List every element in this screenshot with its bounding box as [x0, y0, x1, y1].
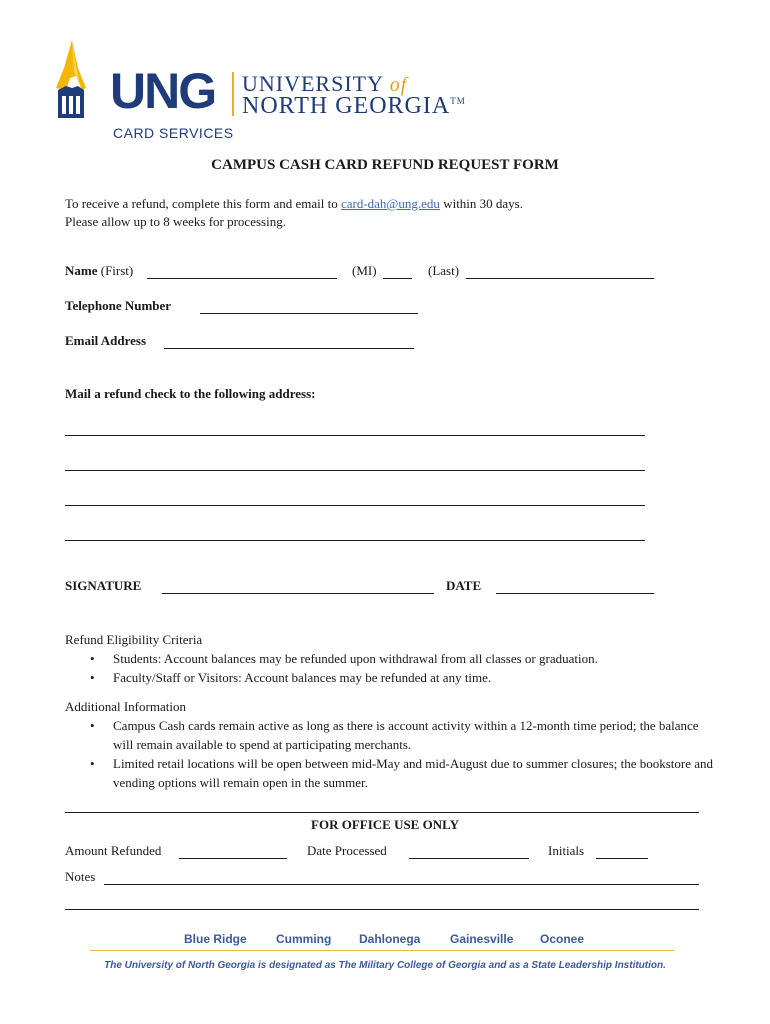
logo-ung: UNG [110, 63, 216, 119]
date-processed-label: Date Processed [307, 843, 387, 858]
additional-item: • Limited retail locations will be open between mid-May and mid-August due to summer closures; the bookstore and vending options will remain open in the summer. [113, 754, 720, 792]
email-label: Email Address [65, 333, 147, 348]
initials-label: Initials [548, 843, 585, 858]
additional-section [65, 697, 720, 792]
last-name-field[interactable] [466, 278, 654, 279]
address-line-1[interactable] [65, 435, 645, 436]
office-divider [65, 812, 699, 813]
logo-card-services: CARD SERVICES [113, 125, 234, 141]
eligibility-item: • Faculty/Staff or Visitors: Account balances may be refunded at any time. [113, 668, 705, 687]
address-line-3[interactable] [65, 505, 645, 506]
date-field[interactable] [496, 593, 654, 594]
phone-field[interactable] [200, 313, 418, 314]
footer-tagline: The University of North Georgia is designated as The Military College of Georgia and as a State Leadership Institution. [104, 960, 666, 971]
last-label: (Last) [428, 263, 460, 278]
logo-divider [232, 72, 234, 116]
signature-label: SIGNATURE [65, 578, 142, 593]
ung-logo-mark [52, 38, 108, 124]
date-processed-field[interactable] [409, 858, 529, 859]
initials-field[interactable] [596, 858, 648, 859]
name-label: Name (First) [65, 263, 134, 278]
form-title: CAMPUS CASH CARD REFUND REQUEST FORM [211, 157, 559, 173]
notes-label: Notes [65, 869, 96, 884]
eligibility-item: • Students: Account balances may be refunded upon withdrawal from all classes or graduation. [113, 649, 705, 668]
additional-item: • Campus Cash cards remain active as long as there is account activity within a 12-month time period; the balance will remain available to spend at participating merchants. [113, 716, 720, 754]
notes-field-line-2[interactable] [65, 909, 699, 910]
email-field[interactable] [164, 348, 414, 349]
signature-field[interactable] [162, 593, 434, 594]
mi-field[interactable] [383, 278, 412, 279]
eligibility-heading: Refund Eligibility Criteria [65, 632, 203, 647]
amount-label: Amount Refunded [65, 843, 162, 858]
campus-oconee: Oconee [540, 932, 585, 946]
amount-field[interactable] [179, 858, 287, 859]
campus-dahlonega: Dahlonega [359, 932, 421, 946]
logo-university: UNIVERSITY of [242, 71, 408, 96]
phone-label: Telephone Number [65, 298, 172, 313]
mi-label: (MI) [352, 263, 377, 278]
eligibility-section [65, 630, 705, 687]
date-label: DATE [446, 578, 482, 593]
office-heading: FOR OFFICE USE ONLY [311, 817, 459, 832]
notes-field[interactable] [104, 884, 699, 885]
email-link[interactable]: card-dah@ung.edu [340, 196, 440, 211]
footer-rule [90, 950, 675, 951]
address-line-2[interactable] [65, 470, 645, 471]
address-line-4[interactable] [65, 540, 645, 541]
logo-north-georgia: NORTH GEORGIA™ [242, 93, 466, 119]
first-name-field[interactable] [147, 278, 337, 279]
mail-label: Mail a refund check to the following address: [65, 386, 316, 401]
campus-blue-ridge: Blue Ridge [184, 932, 247, 946]
additional-heading: Additional Information [65, 699, 186, 714]
campus-cumming: Cumming [276, 932, 332, 946]
intro-text: To receive a refund, complete this form and email to card-dah@ung.edu within 30 days. Please allow up to 8 weeks for processing. [65, 196, 523, 229]
campus-gainesville: Gainesville [450, 932, 514, 946]
